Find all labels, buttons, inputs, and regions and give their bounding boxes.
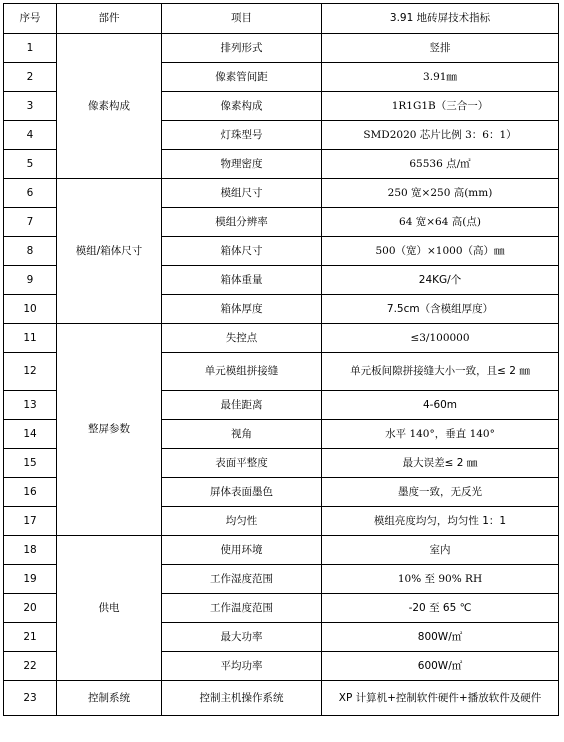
table-row bbox=[4, 681, 559, 716]
row-value: 64 宽×64 高(点) bbox=[322, 208, 559, 237]
row-value: 500（宽）×1000（高）㎜ bbox=[322, 237, 559, 266]
row-value: 600W/㎡ bbox=[322, 652, 559, 681]
row-index: 1 bbox=[4, 34, 57, 63]
row-item: 排列形式 bbox=[162, 34, 322, 63]
row-item: 像素管间距 bbox=[162, 63, 322, 92]
row-index: 22 bbox=[4, 652, 57, 681]
row-item: 屏体表面墨色 bbox=[162, 478, 322, 507]
row-value: 800W/㎡ bbox=[322, 623, 559, 652]
row-value: 水平 140°，垂直 140° bbox=[322, 420, 559, 449]
row-index: 12 bbox=[4, 353, 57, 391]
row-item: 视角 bbox=[162, 420, 322, 449]
row-index: 23 bbox=[4, 681, 57, 716]
row-index: 14 bbox=[4, 420, 57, 449]
category-screen: 整屏参数 bbox=[57, 324, 162, 536]
row-item: 使用环境 bbox=[162, 536, 322, 565]
row-value: 室内 bbox=[322, 536, 559, 565]
row-index: 4 bbox=[4, 121, 57, 150]
row-item: 最大功率 bbox=[162, 623, 322, 652]
category-control: 控制系统 bbox=[57, 681, 162, 716]
row-index: 10 bbox=[4, 295, 57, 324]
row-value: SMD2020 芯片比例 3：6：1） bbox=[322, 121, 559, 150]
row-item: 灯珠型号 bbox=[162, 121, 322, 150]
row-index: 7 bbox=[4, 208, 57, 237]
header-item: 项目 bbox=[162, 4, 322, 34]
row-value: 4-60m bbox=[322, 391, 559, 420]
row-index: 17 bbox=[4, 507, 57, 536]
row-value: -20 至 65 ℃ bbox=[322, 594, 559, 623]
row-item: 平均功率 bbox=[162, 652, 322, 681]
row-value: 250 宽×250 高(mm) bbox=[322, 179, 559, 208]
row-value: ≤3/100000 bbox=[322, 324, 559, 353]
table-row bbox=[4, 34, 559, 63]
row-index: 2 bbox=[4, 63, 57, 92]
row-value: 24KG/个 bbox=[322, 266, 559, 295]
row-item: 控制主机操作系统 bbox=[162, 681, 322, 716]
row-item: 工作湿度范围 bbox=[162, 565, 322, 594]
row-item: 物理密度 bbox=[162, 150, 322, 179]
row-index: 9 bbox=[4, 266, 57, 295]
header-row bbox=[4, 4, 559, 34]
header-value: 3.91 地砖屏技术指标 bbox=[322, 4, 559, 34]
row-value: 10% 至 90% RH bbox=[322, 565, 559, 594]
row-item: 箱体尺寸 bbox=[162, 237, 322, 266]
row-item: 表面平整度 bbox=[162, 449, 322, 478]
category-pixel: 像素构成 bbox=[57, 34, 162, 179]
row-index: 16 bbox=[4, 478, 57, 507]
row-item: 工作温度范围 bbox=[162, 594, 322, 623]
row-index: 19 bbox=[4, 565, 57, 594]
row-index: 18 bbox=[4, 536, 57, 565]
table-row bbox=[4, 324, 559, 353]
row-item: 箱体重量 bbox=[162, 266, 322, 295]
row-value: 1R1G1B（三合一） bbox=[322, 92, 559, 121]
spec-table bbox=[3, 3, 559, 716]
table-row bbox=[4, 536, 559, 565]
row-index: 3 bbox=[4, 92, 57, 121]
header-category: 部件 bbox=[57, 4, 162, 34]
row-item: 像素构成 bbox=[162, 92, 322, 121]
row-item: 最佳距离 bbox=[162, 391, 322, 420]
category-module: 模组/箱体尺寸 bbox=[57, 179, 162, 324]
row-value: 单元板间隙拼接缝大小一致，且≤ 2 ㎜ bbox=[322, 353, 559, 391]
row-item: 模组尺寸 bbox=[162, 179, 322, 208]
row-item: 失控点 bbox=[162, 324, 322, 353]
row-value: 65536 点/㎡ bbox=[322, 150, 559, 179]
row-item: 均匀性 bbox=[162, 507, 322, 536]
row-item: 箱体厚度 bbox=[162, 295, 322, 324]
row-item: 模组分辨率 bbox=[162, 208, 322, 237]
row-value: 最大误差≤ 2 ㎜ bbox=[322, 449, 559, 478]
row-value: 墨度一致，无反光 bbox=[322, 478, 559, 507]
row-index: 21 bbox=[4, 623, 57, 652]
row-value: XP 计算机+控制软件硬件+播放软件及硬件 bbox=[322, 681, 559, 716]
row-index: 6 bbox=[4, 179, 57, 208]
table-row bbox=[4, 179, 559, 208]
row-index: 8 bbox=[4, 237, 57, 266]
header-index: 序号 bbox=[4, 4, 57, 34]
row-item: 单元模组拼接缝 bbox=[162, 353, 322, 391]
row-value: 竖排 bbox=[322, 34, 559, 63]
row-value: 7.5cm（含模组厚度） bbox=[322, 295, 559, 324]
row-value: 模组亮度均匀，均匀性 1：1 bbox=[322, 507, 559, 536]
category-power: 供电 bbox=[57, 536, 162, 681]
row-index: 5 bbox=[4, 150, 57, 179]
row-index: 11 bbox=[4, 324, 57, 353]
row-index: 15 bbox=[4, 449, 57, 478]
row-index: 13 bbox=[4, 391, 57, 420]
row-value: 3.91㎜ bbox=[322, 63, 559, 92]
row-index: 20 bbox=[4, 594, 57, 623]
